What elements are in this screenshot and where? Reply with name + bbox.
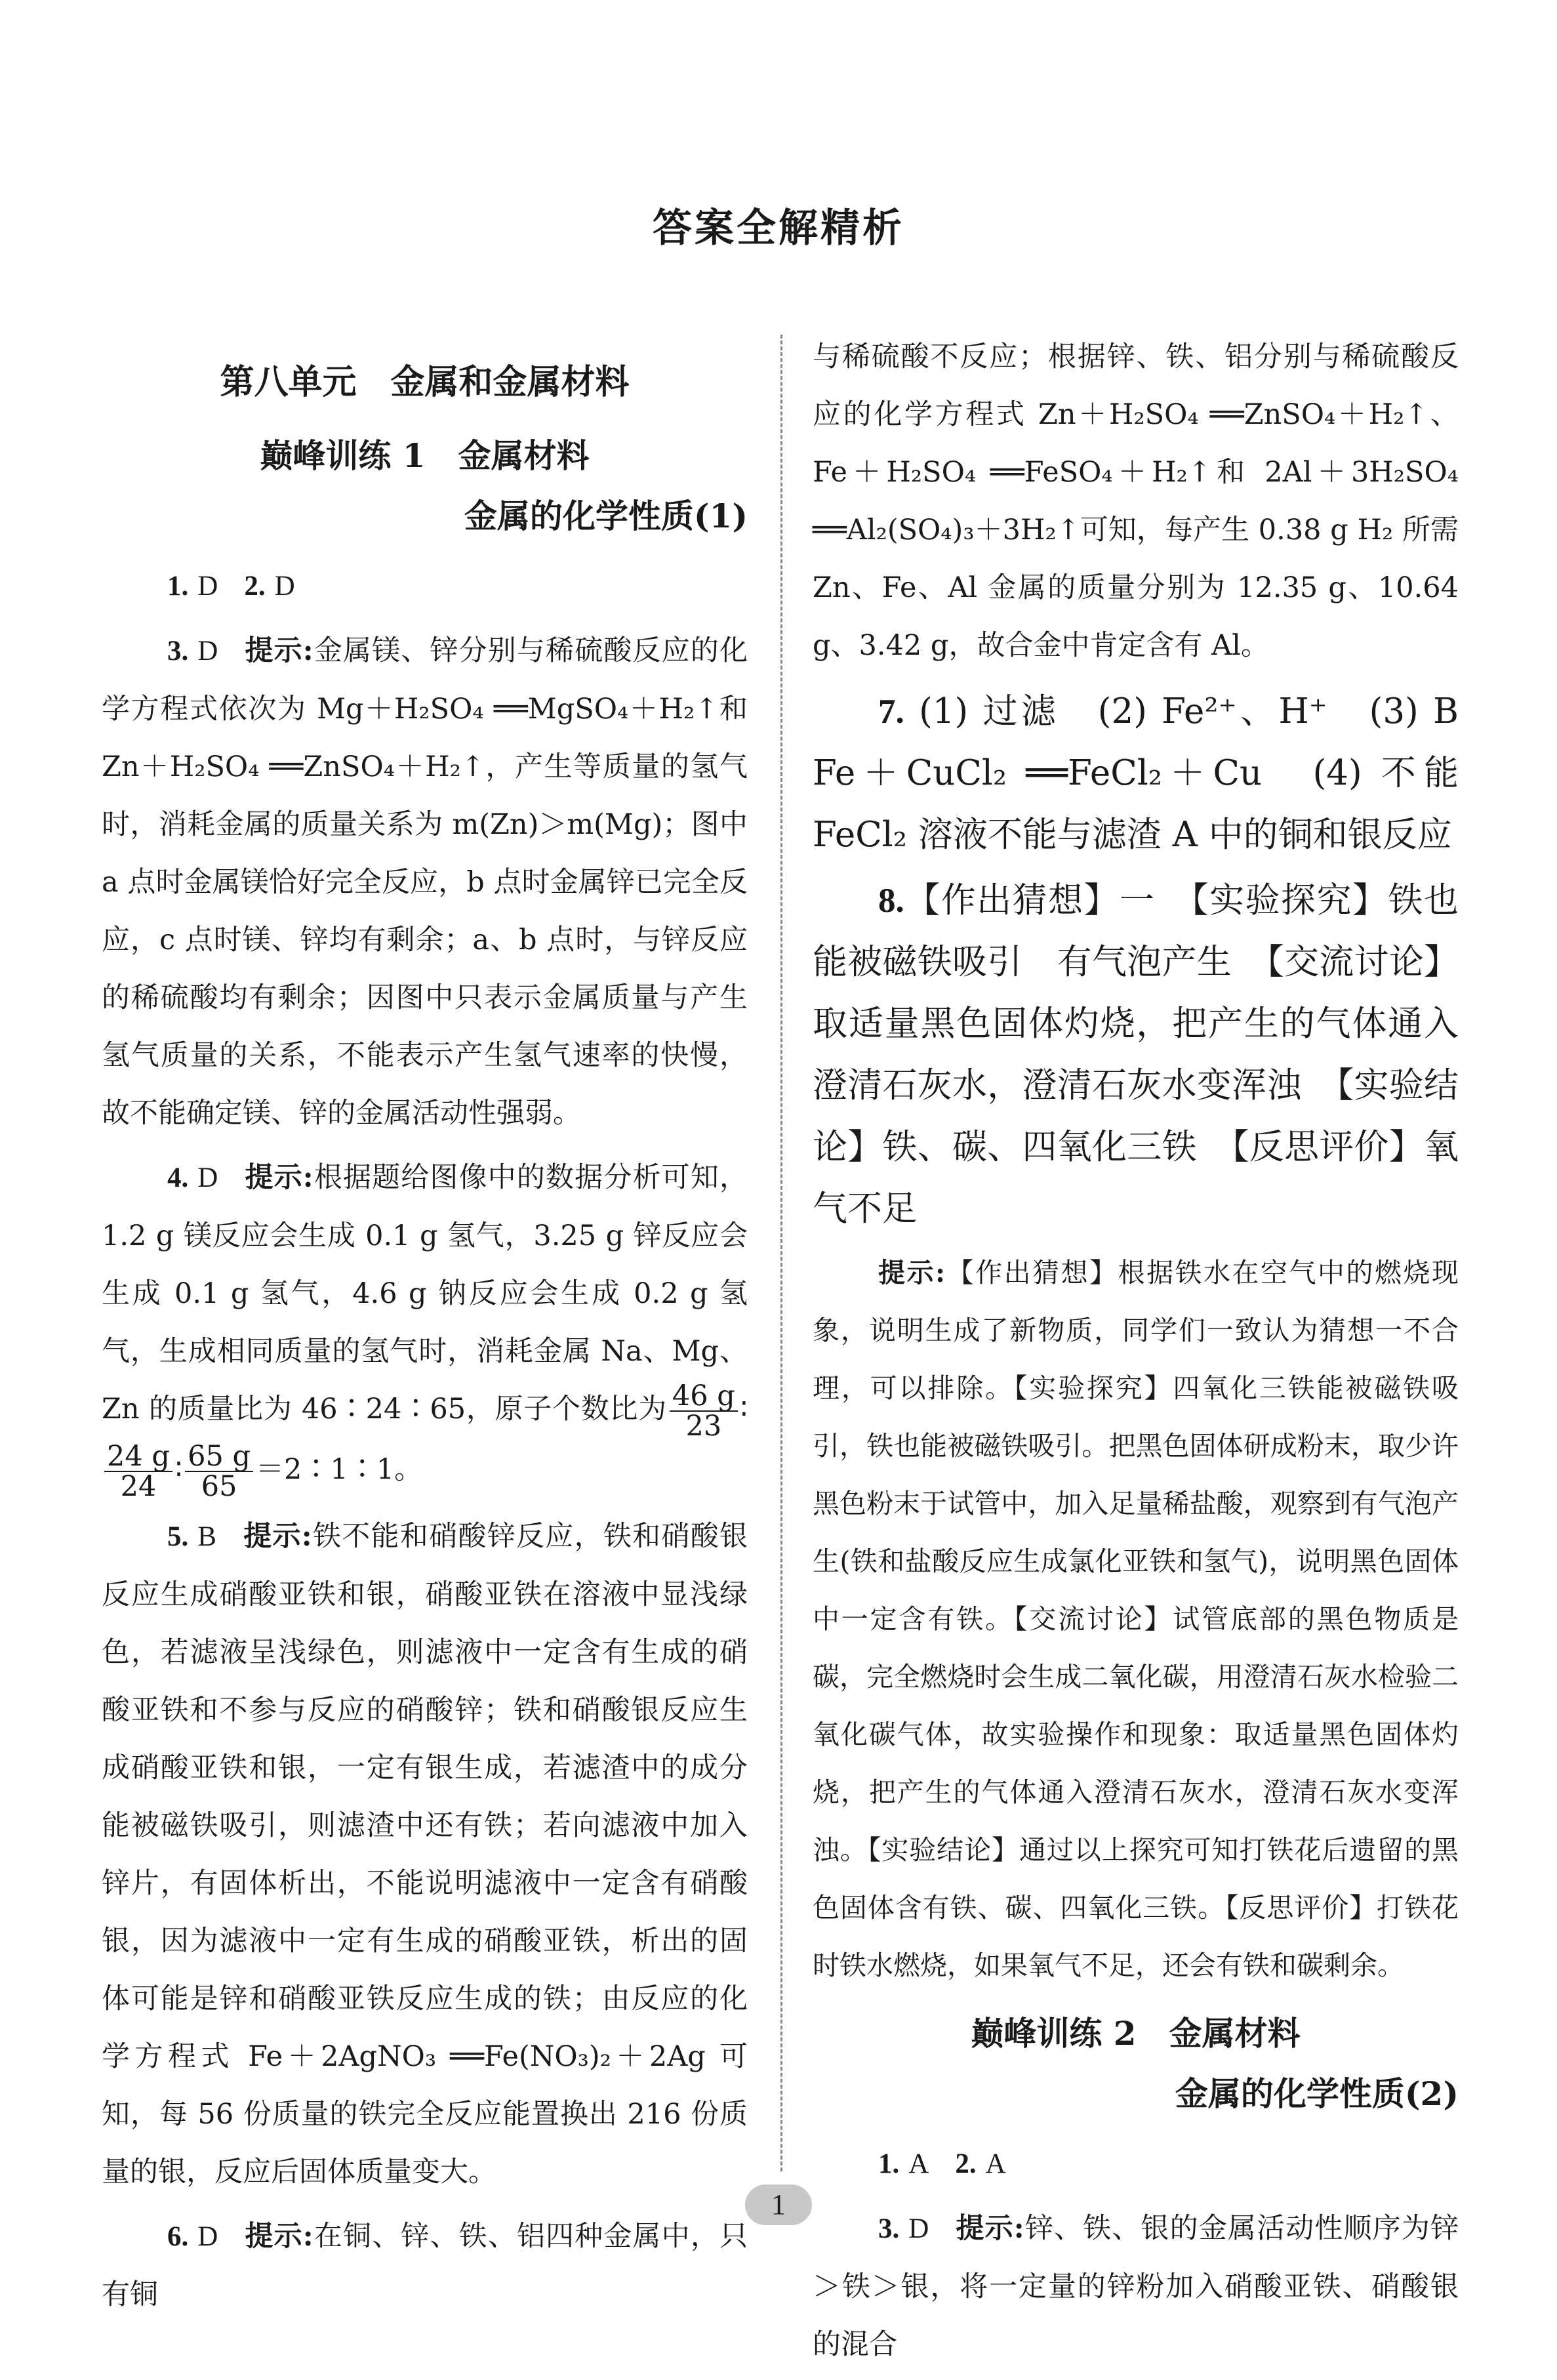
page-title: 答案全解精析: [653, 205, 904, 251]
answer-7: [813, 681, 1493, 866]
answer: D: [274, 571, 295, 602]
numerator: 46 g: [670, 1382, 738, 1412]
question-number: 2.: [244, 571, 266, 602]
left-column: [102, 308, 748, 2330]
question-number: 3.: [878, 2213, 900, 2244]
hint-label: 提示:: [244, 2220, 313, 2253]
fraction: [670, 1382, 738, 1441]
answer: D: [197, 1162, 218, 1193]
hint-label: 提示:: [955, 2212, 1024, 2245]
hint-label: 提示:: [878, 1257, 946, 1288]
question-number: 2.: [955, 2148, 977, 2179]
question-number: 1.: [167, 571, 189, 602]
fraction: [185, 1442, 253, 1501]
answer-5: [102, 1508, 748, 2201]
answer-1-2: [813, 2135, 1459, 2193]
question-number: 1.: [878, 2148, 900, 2179]
unit-heading: 第八单元 金属和金属材料: [220, 362, 630, 402]
hint-label: 提示:: [244, 1161, 313, 1194]
numerator: 65 g: [185, 1442, 253, 1472]
answer-8: [813, 870, 1459, 1240]
answer-1-2: [102, 557, 748, 615]
question-number: 4.: [167, 1162, 189, 1193]
question-number: 5.: [167, 1521, 189, 1552]
answer: A: [985, 2148, 1006, 2179]
answer-8-hint: [813, 1244, 1459, 1994]
column-divider: [780, 335, 782, 2171]
answer: D: [197, 571, 218, 602]
page-number: 1: [745, 2185, 812, 2225]
question-number: 6.: [167, 2221, 189, 2252]
denominator: 23: [685, 1410, 722, 1443]
hint-text-tail: ＝2∶1∶1。: [256, 1453, 423, 1486]
answer-text: (1) 过滤 (2) Fe²⁺、H⁺ (3) B Fe＋CuCl₂ ══FeCl₂＋Cu (4) 不能 FeCl₂ 溶液不能与滤渣 A 中的铜和银反应: [813, 691, 1493, 855]
answer: D: [197, 2221, 218, 2252]
question-number: 7.: [878, 693, 904, 731]
answer-3: [813, 2200, 1459, 2373]
fraction: [104, 1442, 172, 1501]
hint-text: 金属镁、锌分别与稀硫酸反应的化学方程式依次为 Mg＋H₂SO₄ ══MgSO₄＋H₂↑和 Zn＋H₂SO₄ ══ZnSO₄＋H₂↑，产生等质量的氢气时，消耗金属的质量关系为 m(Zn)＞m(Mg)；图中 a 点时金属镁恰好完全反应，b 点时金属锌已完全反应，c 点时镁、锌均有剩余；a、b 点时，与锌反应的稀硫酸均有剩余；因图中只表示金属质量与产生氢气质量的关系，不能表示产生氢气速率的快慢，故不能确定镁、锌的金属活动性强弱。: [102, 634, 748, 1130]
hint-text: 铁不能和硝酸锌反应，铁和硝酸银反应生成硝酸亚铁和银，硝酸亚铁在溶液中显浅绿色，若滤液呈浅绿色，则滤液中一定含有生成的硝酸亚铁和不参与反应的硝酸锌；铁和硝酸银反应生成硝酸亚铁和银，一定有银生成，若滤渣中的成分能被磁铁吸引，则滤渣中还有铁；若向滤液中加入锌片，有固体析出，不能说明滤液中一定含有硝酸银，因为滤液中一定有生成的硝酸亚铁，析出的固体可能是锌和硝酸亚铁反应生成的铁；由反应的化学方程式 Fe＋2AgNO₃ ══Fe(NO₃)₂＋2Ag 可知，每 56 份质量的铁完全反应能置换出 216 份质量的银，反应后固体质量变大。: [102, 1520, 748, 2188]
numerator: 24 g: [104, 1442, 172, 1472]
answer: D: [908, 2213, 929, 2244]
hint-text: 锌、铁、银的金属活动性顺序为锌＞铁＞银，将一定量的锌粉加入硝酸亚铁、硝酸银的混合: [813, 2212, 1459, 2361]
hint-text: 【作出猜想】根据铁水在空气中的燃烧现象，说明生成了新物质，同学们一致认为猜想一不合理，可以排除。【实验探究】四氧化三铁能被磁铁吸引，铁也能被磁铁吸引。把黑色固体研成粉末，取少许黑色粉末于试管中，加入足量稀盐酸，观察到有气泡产生(铁和盐酸反应生成氯化亚铁和氢气)，说明黑色固体中一定含有铁。【交流讨论】试管底部的黑色物质是碳，完全燃烧时会生成二氧化碳，用澄清石灰水检验二氧化碳气体，故实验操作和现象：取适量黑色固体灼烧，把产生的气体通入澄清石灰水，澄清石灰水变浑浊。【实验结论】通过以上探究可知打铁花后遗留的黑色固体含有铁、碳、四氧化三铁。【反思评价】打铁花时铁水燃烧，如果氧气不足，还会有铁和碳剩余。: [813, 1257, 1459, 1981]
ratio-sep: ∶: [174, 1453, 183, 1486]
hint-label: 提示:: [242, 1520, 312, 1553]
answer-text: 【作出猜想】一 【实验探究】铁也能被磁铁吸引 有气泡产生 【交流讨论】取适量黑色固体灼烧，把产生的气体通入澄清石灰水，澄清石灰水变浑浊 【实验结论】铁、碳、四氧化三铁 【反思评价】氧气不足: [813, 880, 1459, 1229]
ratio-sep: ∶: [740, 1393, 748, 1426]
hint-label: 提示:: [244, 634, 313, 667]
right-column: [813, 328, 1493, 2380]
answer-3: [102, 622, 748, 1142]
answer: B: [197, 1521, 216, 1552]
question-number: 8.: [878, 882, 904, 920]
question-number: 3.: [167, 636, 189, 667]
answer: A: [908, 2148, 929, 2179]
section-heading: 巅峰训练 2 金属材料: [971, 2014, 1301, 2053]
hint-text: 根据题给图像中的数据分析可知，1.2 g 镁反应会生成 0.1 g 氢气，3.25 g 锌反应会生成 0.1 g 氢气，4.6 g 钠反应会生成 0.2 g 氢气，生成相同质量的氢气时，消耗金属 Na、Mg、Zn 的质量比为 46∶24∶65，原子个数比为: [102, 1161, 748, 1426]
subsection-heading: 金属的化学性质(1): [464, 497, 748, 535]
section-heading: 巅峰训练 1 金属材料: [260, 436, 590, 475]
hint-text: 在铜、锌、铁、铝四种金属中，只有铜: [102, 2220, 748, 2311]
answer: D: [197, 636, 218, 667]
answer-6: [102, 2207, 748, 2324]
answer-6-continued: 与稀硫酸不反应；根据锌、铁、铝分别与稀硫酸反应的化学方程式 Zn＋H₂SO₄ ══ZnSO₄＋H₂↑、Fe＋H₂SO₄ ══FeSO₄＋H₂↑和 2Al＋3H₂SO₄ ══Al₂(SO₄)₃＋3H₂↑可知，每产生 0.38 g H₂ 所需 Zn、Fe、Al 金属的质量分别为 12.35 g、10.64 g、3.42 g，故合金中肯定含有 Al。: [813, 340, 1459, 662]
denominator: 65: [201, 1470, 237, 1503]
subsection-heading: 金属的化学性质(2): [1175, 2074, 1459, 2113]
denominator: 24: [120, 1470, 157, 1503]
answer-4: [102, 1149, 748, 1501]
